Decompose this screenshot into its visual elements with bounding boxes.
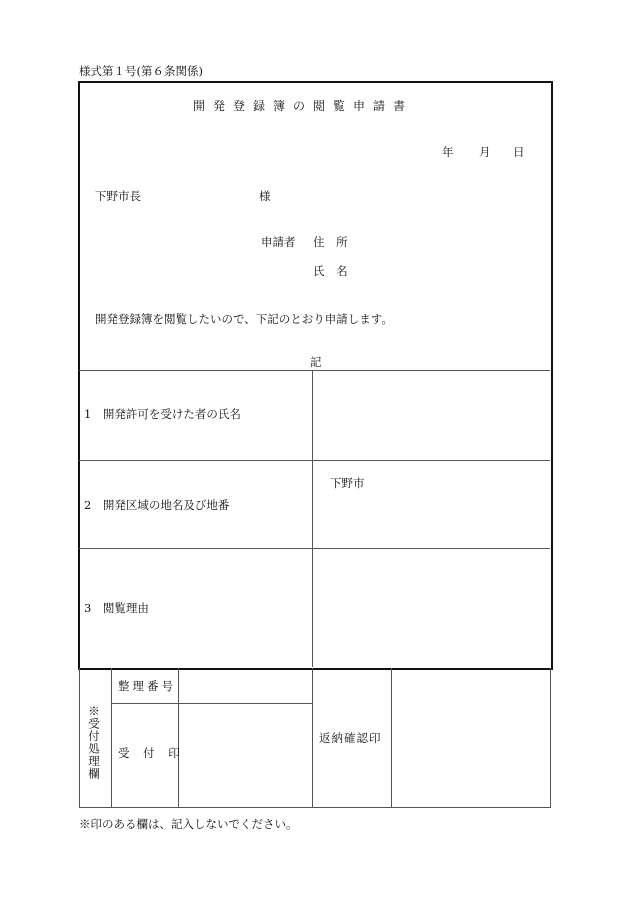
row-divider-2: [79, 548, 550, 549]
name-label: 氏 名: [313, 264, 352, 278]
processing-divider-3: [312, 668, 313, 808]
ki-label: 記: [310, 355, 322, 369]
date-day-label: 日: [513, 145, 525, 159]
processing-divider-4: [391, 668, 392, 808]
form-title: 開発登録簿の閲覧申請書: [193, 99, 414, 113]
table-column-divider: [312, 370, 313, 667]
number-label: 整理番号: [118, 679, 176, 693]
address-label: 住 所: [313, 235, 352, 249]
date-year-label: 年: [442, 145, 454, 159]
application-form-frame: [78, 81, 553, 670]
processing-divider-1: [111, 668, 112, 808]
table-top-line: [79, 370, 550, 371]
date-month-label: 月: [479, 145, 491, 159]
item-3-label: 3 閲覧理由: [84, 601, 149, 615]
form-number: 様式第１号(第６条関係): [79, 64, 203, 78]
receipt-stamp-label: 受 付 印: [118, 746, 185, 760]
processing-section-label: ※受付処理欄: [87, 705, 101, 780]
return-confirm-label: 返納確認印: [319, 731, 382, 745]
statement-text: 開発登録簿を閲覧したいので、下記のとおり申請します。: [95, 312, 393, 326]
applicant-label: 申請者: [261, 235, 296, 249]
item-2-value[interactable]: 下野市: [330, 476, 365, 490]
item-1-label: 1 開発許可を受けた者の氏名: [84, 407, 241, 421]
row-divider-1: [79, 460, 550, 461]
processing-divider-2: [178, 668, 179, 808]
footnote: ※印のある欄は、記入しないでください。: [79, 817, 298, 831]
processing-row-divider: [111, 703, 312, 704]
addressee-honorific: 様: [259, 189, 271, 203]
item-2-label: 2 開発区域の地名及び地番: [84, 498, 230, 512]
addressee-name: 下野市長: [95, 189, 141, 203]
